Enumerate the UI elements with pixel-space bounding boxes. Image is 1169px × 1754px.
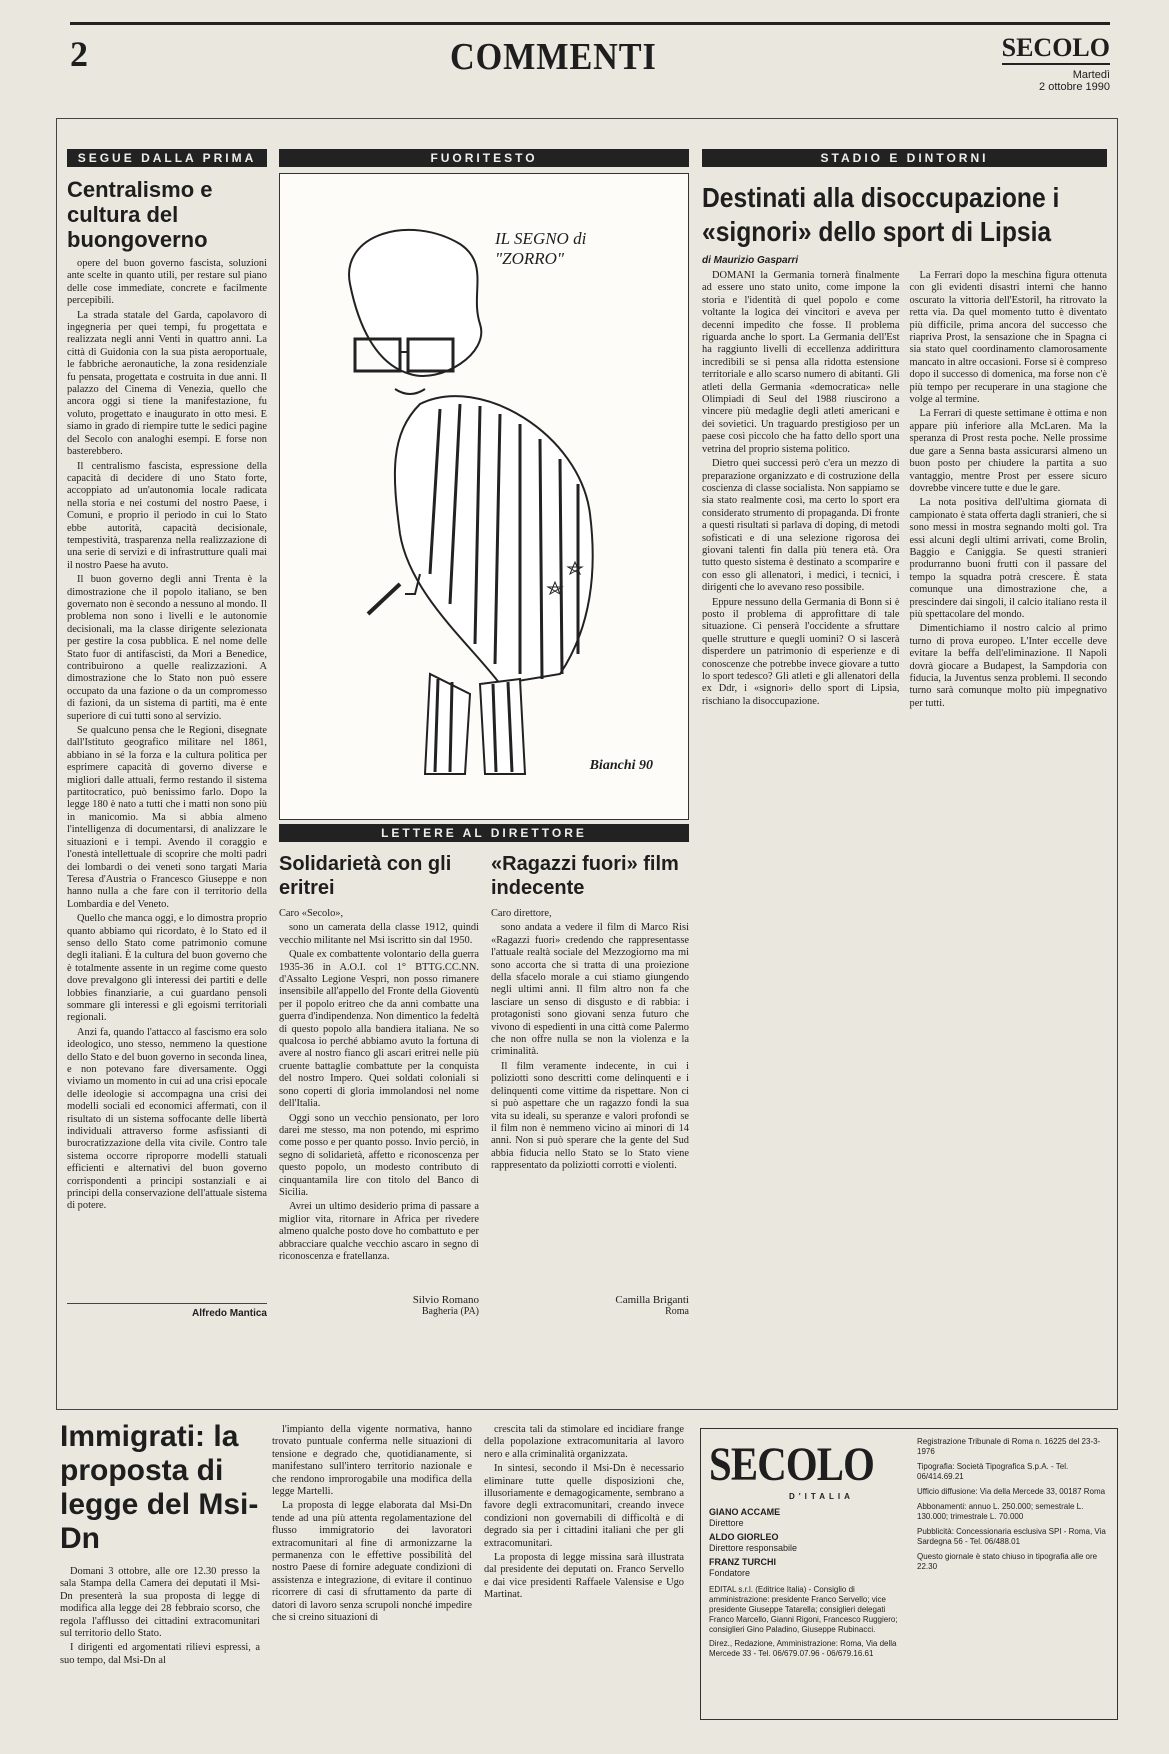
paragraph: La proposta di legge elaborata dal Msi-Dn tende ad una più attenta regolamentazione del flusso immigratorio dei lavoratori extracomunitari al fine di armonizzarne la permanenza con le effettive possibilità del nostro Paese di fornire adeguate condizioni di assistenza e integrazione, di evitare il continuo ricorrere di casi di sfruttamento da parte di datori di lavoro senza scrupoli nonché impedire che si creino situazioni di (272, 1500, 472, 1624)
paragraph: La Ferrari di queste settimane è ottima e non appare più inferiore alla McLaren. Ma la speranza di Prost resta poche. Nelle prossime due gare a Senna basta assicurarsi almeno un buon posto per chiudere la partita a suo vantaggio, mentre Prost per essere sicuro dovrebbe vincere tutte e due le gare. (909, 408, 1107, 494)
letters-section (279, 842, 689, 1317)
paragraph: Quello che manca oggi, e lo dimostra proprio quanto abbiamo qui ricordato, è lo Stato ed il senso dello Stato come patrimonio comune degli italiani. È la cultura del buon governo che è totalmente assente in un regime come questo dove prevalgono gli interessi dei partiti e delle lobbies finanziarie, a cui guardano pensoli sommare gli interessi e gli egoismi territoriali regionali. (67, 913, 267, 1024)
staff-role: Fondatore (709, 1568, 751, 1578)
immigrati-column-2 (272, 1424, 472, 1714)
paragraph: La proposta di legge missina sarà illustrata dal presidente dei deputati on. Franco Servello e dai vice presidenti Raffaele Valensise e Ugo Martinat. (484, 1552, 684, 1601)
masthead-info: Tipografia: Società Tipografica S.p.A. - Tel. 06/414.69.21 (917, 1462, 1069, 1481)
paragraph: Il film veramente indecente, in cui i poliziotti sono descritti come delinquenti e i delinquenti come vittime da rispettare. Non ci si può aspettare che un ragazzo fondi la sua vita su ideali, su speranze e valori profondi se il film non è nemmeno vicino ai minori di 14 anni. Non si può sperare che la gente del Sud abbia fiducia nello Stato se lo Stato viene rappresentato da poliziotti corrotti e violenti. (491, 1060, 689, 1172)
kicker-lettere: LETTERE AL DIRETTORE (279, 824, 689, 842)
masthead-info: Questo giornale è stato chiuso in tipografia alle ore 22.30 (917, 1552, 1098, 1571)
staff-name: GIANO ACCAME (709, 1507, 781, 1517)
letter-ragazzi-fuori (491, 842, 689, 1317)
newspaper-brand: SECOLO (1002, 33, 1110, 65)
article-body (67, 258, 267, 1303)
paragraph: Quale ex combattente volontario della guerra 1935-36 in A.O.I. col 1° BTTG.CC.NN. d'Assalto Legione Vespri, non posso rimanere insensibile all'appello del Fronte della Gioventù per il popolo eritreo che da anni combatte una guerra d'indipendenza. Non dimentico la fedeltà di questo popolo alla bandiera italiana. Ne so qualcosa io perché abbiamo avuto la fortuna di avere al nostro fianco gli ascari eritrei nelle più cruente battaglie combattute per la conquista del nostro Impero. Quei soldati coloniali si sono coperti di gloria immolandosi nel nome dell'Italia. (279, 949, 479, 1110)
paragraph: l'impianto della vigente normativa, hanno trovato puntuale conferma nelle situazioni di tensione e degrado che, quotidianamente, si manifestano sull'intero territorio nazionale e che rendono improrogabile una modifica della legge Martelli. (272, 1424, 472, 1498)
masthead-info: Abbonamenti: annuo L. 250.000; semestrale L. 130.000; trimestrale L. 70.000 (917, 1502, 1084, 1521)
letter-solidarieta (279, 842, 479, 1317)
article-body (702, 270, 1107, 1350)
cartoon-caption: IL SEGNO di "ZORRO" (495, 229, 587, 268)
cartoon-illustration (279, 173, 689, 820)
article-title: Immigrati: la proposta di legge del Msi-Dn (60, 1420, 259, 1555)
paragraph: sono andata a vedere il film di Marco Risi «Ragazzi fuori» credendo che rappresentasse l'attuale realtà sociale del Mezzogiorno ma mi sono accorta che si tratta di una proiezione della sfacelo morale a cui stiamo giungendo negli ultimi anni. Il film altro non fa che lasciare un senso di disgusto e di rabbia: i protagonisti sono giovani senza futuro che vivono di espedienti in una città come Palermo che non offre nulla se non la violenza e la criminalità. (491, 922, 689, 1058)
immigrati-column-3 (484, 1424, 684, 1714)
letter-place: Bagheria (PA) (421, 1306, 479, 1317)
letter-salutation: Caro direttore, (491, 908, 552, 919)
right-column (702, 149, 1107, 1350)
staff-list (709, 1507, 909, 1579)
cartoonist-signature: Bianchi 90 (589, 758, 653, 773)
bottom-section (56, 1420, 1116, 1720)
masthead-left (709, 1437, 909, 1659)
letter-salutation: Caro «Secolo», (279, 908, 344, 919)
paragraph: Domani 3 ottobre, alle ore 12.30 presso la sala Stampa della Camera dei deputati il Msi-Dn presenterà la sua proposta di legge di modifica alla legge dei 28 febbraio scorso, che regola l'afflusso dei cittadini extracomunitari sul territorio dello Stato. (60, 1566, 260, 1640)
article-title: Centralismo e cultura del buongoverno (67, 177, 213, 252)
paragraph: Dietro quei successi però c'era un mezzo di preparazione organizzato e di costruzione della coscienza di classe socialista. Non sappiamo se sia stato realmente così, ma certo lo sport era considerato strumento di propaganda. Di fronte a questi risultati si parlava di doping, di metodi sofisticati e di una selezione rigorosa dei giovani talenti fin dalla più tenera età. Ora tutto questo sistema è destinato a scomparire e con esso gli allenatori, i medici, i tecnici, i dirigenti che lo avevano reso possibile. (702, 458, 900, 594)
letter-place: Roma (665, 1306, 689, 1317)
paragraph: La nota positiva dell'ultima giornata di campionato è stata offerta dagli stranieri, che si sono messi in mostra segnando molti gol. Tra essi alcuni degli ultimi arrivati, come Brolin, Baggio e Caniggia. Se questi stranieri produrranno buoni frutti con il passare del tempo la squadra potrà crescere. È stata comunque una dimostrazione che, a prescindere dai singoli, il calcio italiano resta il più spettacolare del mondo. (909, 497, 1107, 620)
page-header (70, 22, 1110, 93)
paragraph: crescita tali da stimolare ed incidiare frange della popolazione extracomunitaria al lavoro nero e alla criminalità organizzata. (484, 1424, 684, 1460)
paragraph: I dirigenti ed argomentati rilievi espressi, a suo tempo, dal Msi-Dn al (60, 1642, 260, 1666)
paragraph: Se qualcuno pensa che le Regioni, disegnate dall'Istituto geografico militare nel 1861, abbiano in sé la forza e la cultura politica per esprimere capacità di governo diverse e migliori dalle attuali, fermo restando il sistema partitocratico, può benissimo farlo. Dopo la legge 180 è nato a tutti che i matti non sono più in manicomio. Ma si abbia almeno l'intelligenza di documentarsi, di analizzare le situazioni e i tempi. Avendo il coraggio e l'onestà intellettuale di scoprire che molti padri dei lombardi o dei veneti sono targati Maria Teresa d'Austria o Francesco Giuseppe e non hanno nulla a che fare con il territorio della Lombardia e del Veneto. (67, 725, 267, 910)
staff-name: FRANZ TURCHI (709, 1557, 776, 1567)
staff-role: Direttore (709, 1518, 744, 1528)
paragraph: Il buon governo degli anni Trenta è la dimostrazione che il popolo italiano, se ben governato non è secondo a nessuno al mondo. Il problema non sono i livelli e le autonomie decisionali, ma la classe dirigente selezionata per gestire la cosa pubblica. E nel nome delle Stato fuor di antifascisti, da Mori a Benedice, contribuirono a quelle realizzazioni. A dimostrazione che lo Stato non può essere occupato da una fazione o da un compromesso di fazioni, da un sistema di partiti, ma è ente superiore di cui tutti sono al servizio. (67, 574, 267, 722)
masthead-info: Ufficio diffusione: Via della Mercede 33, 00187 Roma (917, 1487, 1106, 1496)
paragraph: sono un camerata della classe 1912, quindi vecchio militante nel Msi iscritto sin dal 1950. (279, 922, 479, 946)
immigrati-article (60, 1420, 260, 1711)
editorial-address: Direz., Redazione, Amministrazione: Roma, Via della Mercede 33 - Tel. 06/679.07.96 - 06/679.16.61 (709, 1639, 897, 1658)
letter-signature: Camilla Briganti (615, 1294, 689, 1306)
masthead-right (917, 1437, 1109, 1572)
paragraph: Il centralismo fascista, espressione della capacità di decidere di uno Stato forte, accoppiato ad un'autonomia locale radicata nella storia e nei costumi del nostro Paese, i Comuni, e proprio il periodo in cui lo Stato ebbe autorità, capacità decisionale, tempestività, trasparenza nella realizzazione di una serie di servizi e di infrastrutture quali mai il nostro Paese ha avuto. (67, 460, 267, 571)
paragraph: La Ferrari dopo la meschina figura ottenuta con gli evidenti disastri interni che hanno oscurato la vittoria dell'Estoril, ha ritrovato la retta via. Da quel momento tutto è diventato più difficile, prima ancora del successo che riapriva Prost, la sensazione che in Spagna ci sia stato quel coordinamento clamorosamente mancato in altre occasioni. Forse si è compreso dopo il successo di domenica, ma forse non c'è più tempo per recuperare in una stagione che volge al termine. (909, 270, 1107, 406)
center-column (279, 149, 689, 1317)
section-title: COMMENTI (450, 36, 657, 78)
paragraph: La strada statale del Garda, capolavoro di ingegneria per quei tempi, fu progettata e realizzata negli anni Venti in quattro anni. La città di Guidonia con la sua pista aeroportuale, le fabbriche aeronautiche, la zona residenziale fu pensata, progettata e costruita in due anni. Il palazzo del Cinema di Venezia, quello che ancora oggi si tiene la manifestazione, fu voluto, progettato e inaugurato in otto mesi. E siamo in grado di riempire tutte le sedici pagine del Secolo con analoghi esempi. E forse non basterebbero. (67, 309, 267, 458)
article-title: Destinati alla disoccupazione i «signori» dello sport di Lipsia (702, 182, 1060, 247)
article-byline: di Maurizio Gasparri (702, 255, 799, 266)
staff-role: Direttore responsabile (709, 1543, 798, 1553)
masthead-info: Pubblicità: Concessionaria esclusiva SPI - Roma, Via Sardegna 56 - Tel. 06/488.01 (917, 1527, 1106, 1546)
letter-title: «Ragazzi fuori» film indecente (491, 853, 679, 899)
paragraph: In sintesi, secondo il Msi-Dn è necessario eliminare tutte quelle disposizioni che, illusoriamente e demagogicamente, sembrano a favore degli extracomunitari, creando invece condizioni non governabili di difficoltà e di degrado sia per i cittadini italiani che per gli extracomunitari. (484, 1463, 684, 1549)
kicker-stadio: STADIO E DINTORNI (702, 149, 1107, 167)
paragraph: Dimentichiamo il nostro calcio al primo turno di prova europeo. L'Inter eccelle deve evitare la beffa dell'eliminazione. Il Napoli dovrà giocare a Budapest, la Sampdoria con fiducia, la Juventus senza problemi. Il secondo turno sarà comunque molto più impegnativo per tutti. (909, 623, 1107, 709)
letter-signature: Silvio Romano (412, 1294, 479, 1306)
paragraph: Anzi fa, quando l'attacco al fascismo era solo ideologico, uno stesso, nemmeno la questione dello Stato e del buon governo in seconda linea, e non potevano fare diversamente. Oggi viviamo un momento in cui ad una crisi epocale delle ideologie si accompagna una crisi dei modelli sociali ed economici affermati, con il risultato di un sistema soffocante delle libertà individuali attraverso forme asfissianti di burocratizzazione della vita civile. Contro tale sistema occorre riproporre modelli statuali efficienti e alternativi del buon governo corrispondenti a principi sostanziali e ai principi della conservazione dell'attuale sistema di potere. (67, 1026, 267, 1212)
paragraph: DOMANI la Germania tornerà finalmente ad essere uno stato unito, come impone la storia e l'identità di quel popolo e come voltante la logica dei vincitori e aveva per decenni impedito che fosse. Il problema riguarda anche lo sport. La Germania dell'Est ha raggiunto livelli di eccellenza addirittura incredibili se si pensa alla ridotta estensione territoriale e allo scarso numero di abitanti. Gli atleti della Germania «democratica» nelle Olimpiadi di Seul del 1988 riuscirono a vincere più medaglie degli atleti americani e dei sovietici. Un traguardo prestigioso per un paese così piccolo che ha fatto dello sport una vetrina del proprio sistema politico. (702, 270, 900, 455)
paragraph: Avrei un ultimo desiderio prima di passare a miglior vita, ritornare in Africa per rivedere almeno qualche posto dove ho combattuto e per abbracciare qualche vecchio ascaro in segno di riconoscenza e fratellanza. (279, 1201, 479, 1262)
paragraph: Oggi sono un vecchio pensionato, per loro darei me stesso, ma non potendo, mi esprimo come posso e per quanto posso. Invio perciò, in segno di solidarietà, affetto e riconoscenza per questo popolo, un modesto contributo di cinquantamila lire con titolo del Banco di Sicilia. (279, 1112, 479, 1198)
left-column (67, 149, 267, 1319)
issue-date: Martedì 2 ottobre 1990 (1039, 69, 1110, 93)
paragraph: opere del buon governo fascista, soluzioni ante scelte in quanto utili, per restare sul piano delle cose immediate, concrete e facilmente percepibili. (67, 258, 267, 307)
masthead-logo-sub: D'ITALIA (789, 1492, 854, 1501)
page-number: 2 (70, 34, 88, 74)
kicker-segue: SEGUE DALLA PRIMA (67, 149, 267, 167)
masthead-box (700, 1428, 1118, 1720)
masthead-info: Registrazione Tribunale di Roma n. 16225 del 23-3-1976 (917, 1437, 1101, 1456)
author-signature: Alfredo Mantica (67, 1303, 267, 1319)
staff-name: ALDO GIORLEO (709, 1532, 779, 1542)
main-content-frame (56, 118, 1118, 1410)
caricature-drawing (280, 174, 688, 814)
kicker-fuoritesto: FUORITESTO (279, 149, 689, 167)
masthead-logo: SECOLO (709, 1438, 874, 1491)
paragraph: Eppure nessuno della Germania di Bonn si è posto il problema di approfittare di tale situazione. Ci penserà l'occidente a sfruttare quelle strutture e quegli uomini? O si lascerà disperdere un patrimonio di esperienze e di conoscenze che potrebbe invece giovare a tutto lo sport tedesco? Gli atleti e gli allenatori della ex Ddr, i «signori» dello sport di Lipsia, rischiano la disoccupazione. (702, 596, 900, 707)
letter-title: Solidarietà con gli eritrei (279, 853, 452, 899)
editor-info: EDITAL s.r.l. (Editrice Italia) - Consiglio di amministrazione: presidente Franco Servello; vice presidente Giuseppe Tatarella; consiglieri delegati Franco Marcello, Gianni Rigoni, Francesco Ruggiero; consiglieri Gino Paladino, Giuseppe Rubinacci. (709, 1585, 898, 1634)
